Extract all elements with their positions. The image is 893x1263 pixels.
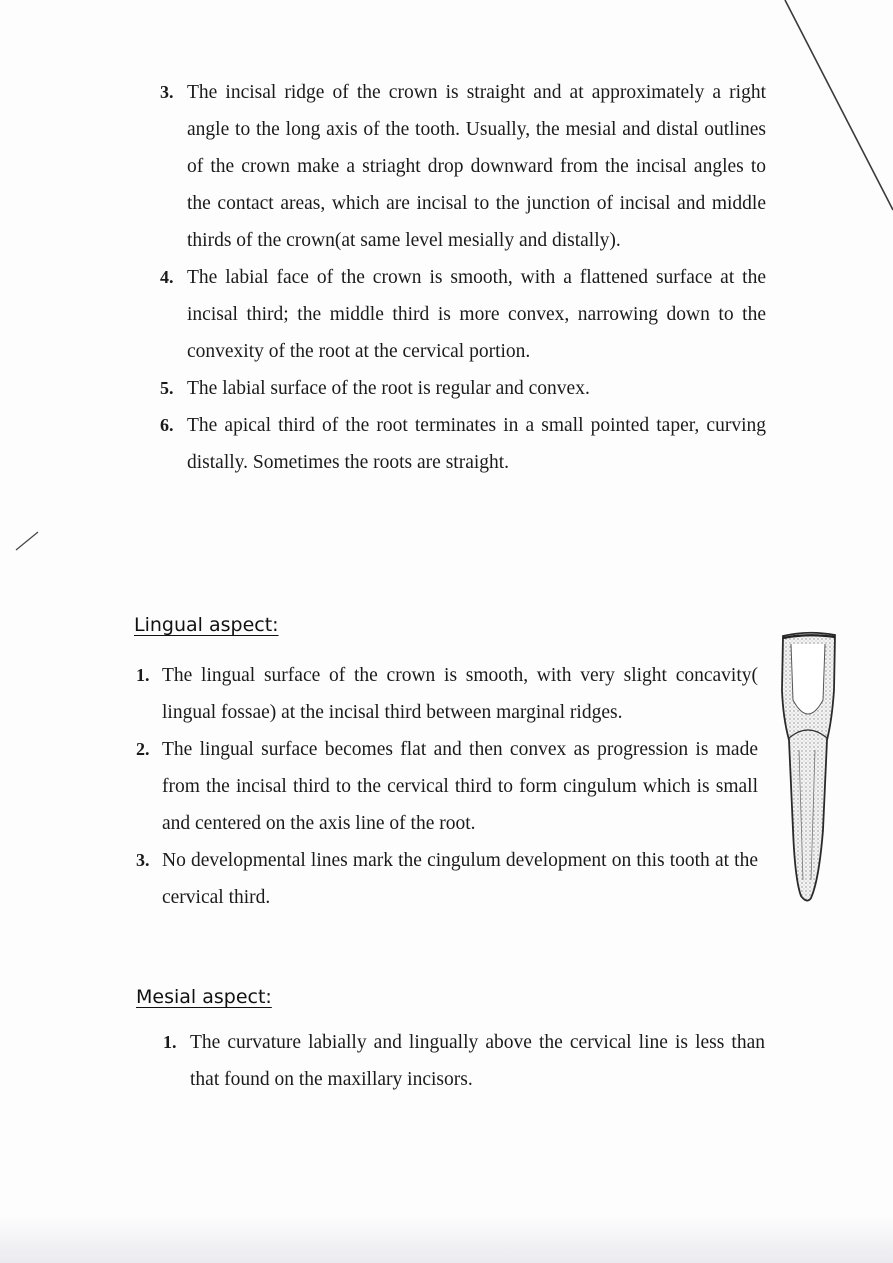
list-item	[136, 731, 758, 842]
list-item-number: 1.	[136, 665, 150, 685]
list-item-text: The lingual surface of the crown is smooth, with very slight concavity( lingual fossae) at the incisal third between marginal ridges.	[162, 665, 758, 723]
page-fold-corner	[773, 0, 893, 240]
list-item-number: 6.	[160, 415, 174, 435]
tooth-lingual-view-icon	[777, 630, 839, 906]
list-item-text: The curvature labially and lingually above the cervical line is less than that found on the maxillary incisors.	[190, 1032, 765, 1090]
list-item	[160, 259, 766, 370]
stray-pen-mark	[14, 528, 40, 552]
labial-aspect-list	[160, 74, 766, 481]
list-item-number: 2.	[136, 739, 150, 759]
lingual-aspect-heading: Lingual aspect:	[134, 614, 279, 636]
list-item-text: No developmental lines mark the cingulum development on this tooth at the cervical third.	[162, 850, 758, 908]
mesial-aspect-list	[163, 1024, 765, 1098]
list-item	[163, 1024, 765, 1098]
scan-bottom-shadow	[0, 1215, 893, 1263]
list-item-number: 5.	[160, 378, 174, 398]
list-item-text: The labial face of the crown is smooth, with a flattened surface at the incisal third; the middle third is more convex, narrowing down to the convexity of the root at the cervical portion.	[187, 267, 766, 362]
lingual-aspect-list	[136, 657, 758, 916]
list-item-text: The incisal ridge of the crown is straight and at approximately a right angle to the long axis of the tooth. Usually, the mesial and distal outlines of the crown make a striaght drop downward from the incisal angles to the contact areas, which are incisal to the junction of incisal and middle thirds of the crown(at same level mesially and distally).	[187, 82, 766, 251]
list-item-text: The labial surface of the root is regular and convex.	[187, 378, 590, 399]
list-item-text: The apical third of the root terminates in a small pointed taper, curving distally. Sometimes the roots are straight.	[187, 415, 766, 473]
list-item	[160, 74, 766, 259]
mesial-aspect-heading: Mesial aspect:	[136, 986, 272, 1008]
list-item-text: The lingual surface becomes flat and then convex as progression is made from the incisal third to the cervical third to form cingulum which is small and centered on the axis line of the root.	[162, 739, 758, 834]
list-item	[136, 657, 758, 731]
list-item-number: 3.	[136, 850, 150, 870]
list-item	[136, 842, 758, 916]
list-item-number: 4.	[160, 267, 174, 287]
list-item-number: 3.	[160, 82, 174, 102]
list-item	[160, 407, 766, 481]
list-item	[160, 370, 766, 407]
list-item-number: 1.	[163, 1032, 177, 1052]
